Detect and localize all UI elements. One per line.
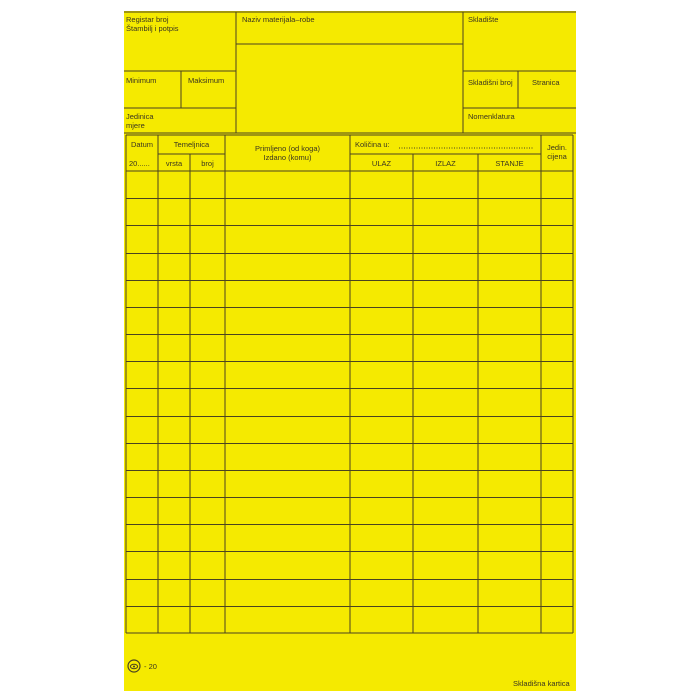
minimum-label: Minimum — [126, 76, 157, 85]
temeljnica-header: Temeljnica — [173, 140, 210, 149]
naziv-materijala-label: Naziv materijala–robe — [242, 15, 315, 24]
stock-card-form — [124, 11, 576, 691]
cijena-header: cijena — [547, 152, 567, 161]
izlaz-header: IZLAZ — [435, 159, 456, 168]
skladiste-label: Skladište — [468, 15, 499, 24]
maksimum-label: Maksimum — [188, 76, 225, 85]
publisher-logo-icon — [127, 659, 141, 673]
jedinica-mjere-label-1: Jedinica — [126, 112, 154, 121]
datum-header: Datum — [130, 140, 154, 149]
form-title-label: Skladišna kartica — [513, 679, 570, 688]
nomenklatura-label: Nomenklatura — [468, 112, 515, 121]
stambilj-label: Štambilj i potpis — [126, 24, 179, 33]
vrsta-header: vrsta — [165, 159, 183, 168]
datum-year-label: 20...... — [129, 159, 150, 168]
primljeno-header: Primljeno (od koga) — [254, 144, 321, 153]
kolicina-header: Količina u: — [355, 140, 390, 149]
stanje-header: STANJE — [495, 159, 524, 168]
skladisni-broj-label: Skladišni broj — [468, 78, 513, 87]
jedinica-mjere-label-2: mjere — [126, 121, 145, 130]
broj-header: broj — [201, 159, 214, 168]
jedin-header: Jedin. — [546, 143, 567, 152]
izdano-header: Izdano (komu) — [263, 153, 312, 162]
stranica-label: Stranica — [532, 78, 560, 87]
registar-broj-label: Registar broj — [126, 15, 169, 24]
ulaz-header: ULAZ — [371, 159, 392, 168]
form-code-label: - 20 — [144, 662, 157, 671]
